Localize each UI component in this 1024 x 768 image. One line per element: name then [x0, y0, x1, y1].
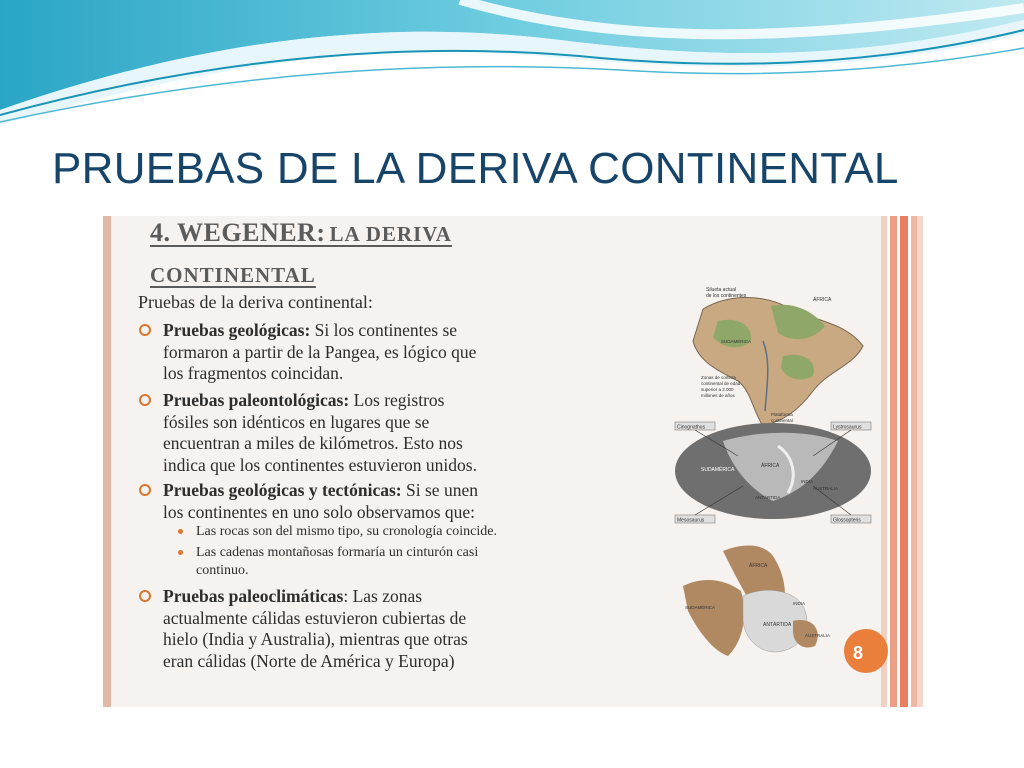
- label-antartida: ANTÁRTIDA: [763, 622, 792, 628]
- fossil-distribution-map: [675, 422, 871, 524]
- label-zonas-4: millones de años: [701, 393, 735, 398]
- intro-text: Pruebas de la deriva continental:: [138, 292, 373, 312]
- page-number-badge: [844, 629, 888, 673]
- panel-left-edge: [103, 216, 111, 707]
- label-australia: AUSTRALIA: [805, 633, 831, 638]
- list-item: Pruebas geológicas y tectónicas: Si se unen los continentes en uno solo observamos que:: [163, 480, 603, 523]
- page-number: 8: [853, 643, 864, 663]
- heading-line2: CONTINENTAL: [150, 263, 316, 287]
- sub-bullet-icon: [178, 550, 183, 555]
- label-glossopteris: Glossopteris: [833, 517, 861, 524]
- header-wave-decoration: [0, 0, 1024, 130]
- sub-list-item: Las rocas son del mismo tipo, su cronología coincide.: [196, 523, 646, 541]
- bullet-icon: [139, 590, 151, 602]
- label-plataforma: Plataforma: [771, 412, 793, 417]
- label-cinognathus: Cinognathus: [677, 424, 706, 431]
- bullet-icon: [139, 394, 151, 406]
- label-sudamerica: SUDAMÉRICA: [721, 339, 752, 344]
- heading-rest: LA DERIVA: [329, 222, 452, 246]
- label-lystrosaurus: Lystrosaurus: [833, 424, 862, 431]
- continental-drift-maps: [663, 271, 893, 691]
- continent-fit-map: [693, 287, 863, 426]
- label-india: INDIA: [801, 479, 814, 484]
- content-image-panel: [103, 216, 923, 707]
- label-africa: ÁFRICA: [813, 297, 832, 303]
- label-india: INDIA: [793, 601, 806, 606]
- label-zonas-3: superior a 2.000: [701, 387, 734, 392]
- slide-title: PRUEBAS DE LA DERIVA CONTINENTAL: [52, 144, 899, 193]
- label-africa: ÁFRICA: [761, 463, 780, 469]
- label-zonas: Zonas de corteza: [701, 375, 736, 380]
- sub-list-item: Las cadenas montañosas formaría un cinturón casi: [196, 544, 646, 562]
- bullet-icon: [139, 324, 151, 336]
- sub-list-item-continued: continuo.: [196, 563, 249, 578]
- list-item: Pruebas geológicas: Si los continentes se formaron a partir de la Pangea, es lógico que los fragmentos coincidan.: [163, 320, 603, 385]
- sub-bullet-icon: [178, 529, 183, 534]
- label-africa: ÁFRICA: [749, 563, 768, 569]
- label-zonas-2: continental de edad: [701, 381, 741, 386]
- heading-number: 4. WEGENER:: [150, 218, 326, 247]
- bullet-icon: [139, 484, 151, 496]
- label-mesosaurus: Mesosaurus: [677, 517, 705, 524]
- label-silueta-2: de los continentes: [706, 293, 747, 299]
- paleoclimate-map: [683, 546, 888, 673]
- label-silueta: Silueta actual: [706, 287, 737, 293]
- label-australia: AUSTRALIA: [813, 486, 839, 491]
- label-sudamerica: SUDAMÉRICA: [685, 605, 716, 610]
- label-sudamerica: SUDAMÉRICA: [701, 467, 735, 473]
- label-antartida: ANTÁRTIDA: [755, 495, 781, 500]
- list-item: Pruebas paleoclimáticas: Las zonas actualmente cálidas estuvieron cubiertas de hielo (India y Australia), mientras que otras eran cálidas (Norte de América y Europa): [163, 586, 603, 672]
- list-item: Pruebas paleontológicas: Los registros fósiles son idénticos en lugares que se encuentran a miles de kilómetros. Esto nos indica que los continentes estuvieron unidos.: [163, 390, 603, 476]
- panel-heading: [150, 216, 452, 297]
- label-plataforma-2: continental: [771, 418, 793, 423]
